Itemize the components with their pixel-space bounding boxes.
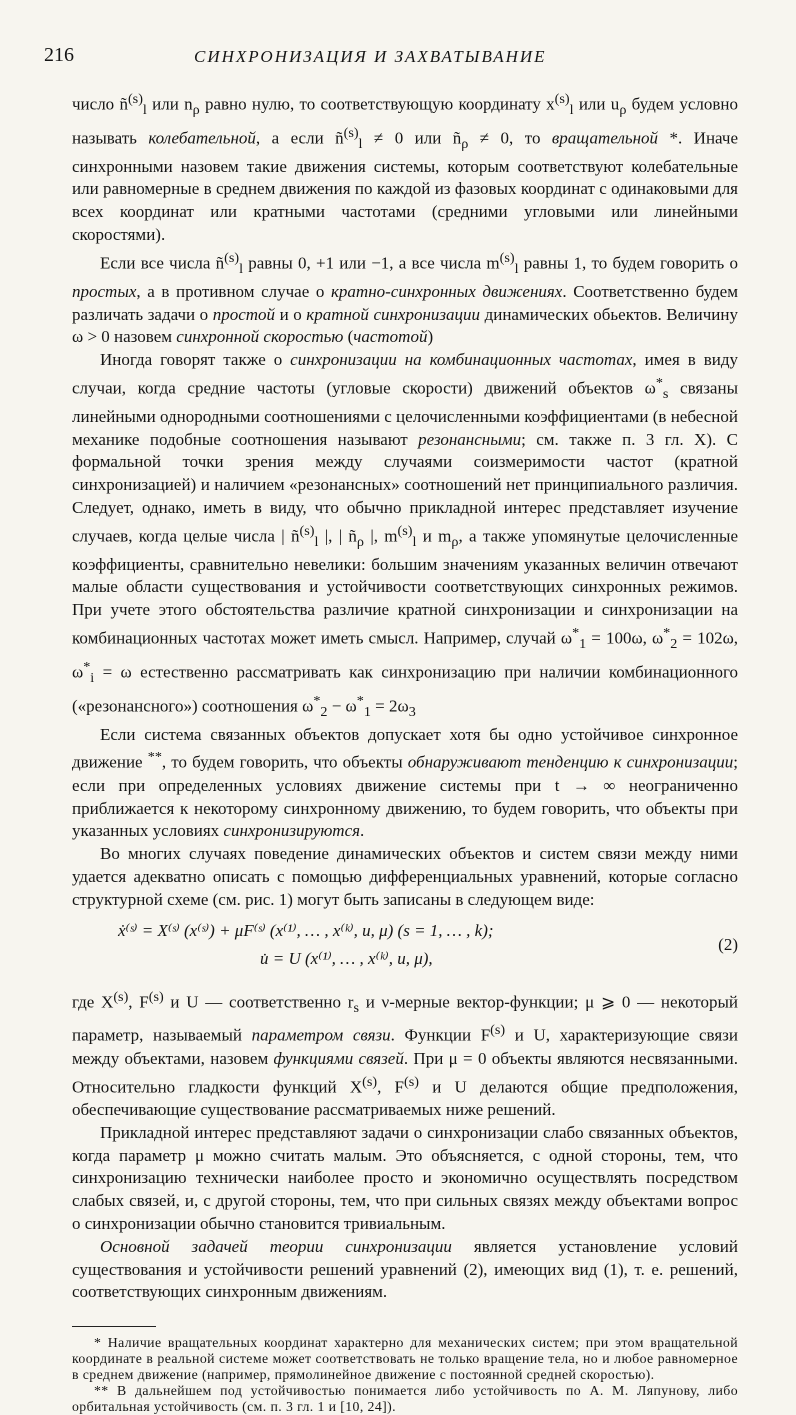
page-header bbox=[44, 44, 744, 70]
paragraph: число $ñ^{(s)}_l$ или $n_\rho$ равно нулю, то соответствующую координату $x^{(s)}_l$ или $u_\rho$ будем условно называть колебательной, а если $ñ^{(s)}_l \ne 0$ или $ñ_\rho \ne 0$, то вращательной *. Иначе синхронными назовем такие движения системы, которым соответствуют колебательные или равномерные в среднем движения по каждой из фазовых координат с одинаковыми для всех координат или кратными частотами (средними угловыми или линейными скоростями). bbox=[72, 91, 739, 245]
paragraph: где $X^{(s)}$, $F^{(s)}$ и U — соответственно $r_s$ и ν-мерные вектор-функции; μ ⩾ 0 — некоторый параметр, называемый параметром связи. Функции $F^{(s)}$ и U, характеризующие связи между объектами, назовем функциями связей. При μ = 0 объекты являются несвязанными. Относительно гладкости функций $X^{(s)}$, $F^{(s)}$ и U делаются общие предположения, обеспечивающие существование рассматриваемых ниже решений. bbox=[72, 988, 738, 1120]
footnote-ref: ** bbox=[147, 749, 162, 766]
paragraph: Прикладной интерес представляют задачи о синхронизации слабо связанных объектов, когда параметр μ можно считать малым. Это объясняется, с одной стороны, тем, что синхронизацию технически наиболее просто и экономично осуществлять посредством слабых связей, и, с другой стороны, тем, что при сильных связях между объектами вопрос о синхронизации обычно становится тривиальным. bbox=[72, 1122, 738, 1234]
term-oscillatory: колебательной bbox=[148, 128, 256, 148]
paragraph: Основной задачей теории синхронизации является установление условий существования и устойчивости решений уравнений (2), имеющих вид (1), т. е. решений, соответствующих синхронным движениям. bbox=[72, 1236, 739, 1302]
paragraph: Во многих случаях поведение динамических объектов и систем связи между ними удается адекватно описать с помощью дифференциальных уравнений, которые согласно структурной схеме (см. рис. 1) могут быть записаны в следующем виде: bbox=[72, 844, 738, 909]
footnote-2: ** В дальнейшем под устойчивостью понимается либо устойчивость по А. М. Ляпунову, либо орбитальная устойчивость (см. п. 3 гл. 1 и [10, 24]). bbox=[72, 1383, 738, 1415]
equation-2 bbox=[72, 918, 738, 978]
footnote-1: * Наличие вращательных координат характерно для механических систем; при этом вращательной координате в реальной системе может соответствовать не только вращение тела, но и любое равномерное в среднем движение (например, прямолинейное движение с постоянной средней скоростью). bbox=[72, 1335, 738, 1383]
equation-line: ẋ⁽ˢ⁾ = X⁽ˢ⁾ (x⁽ˢ⁾) + μF⁽ˢ⁾ (x⁽¹⁾, … , x⁽ᵏ⁾, u, μ) (s = 1, … , k); bbox=[118, 920, 494, 940]
term-rotational: вращательной bbox=[551, 128, 659, 148]
page-body bbox=[72, 88, 738, 1415]
paragraph: Если система связанных объектов допускает хотя бы одно устойчивое синхронное движение **, то будем говорить, что объекты обнаруживают тенденцию к синхронизации; если при определенных условиях движение системы при t → ∞ неограниченно приближается к некоторому синхронному движению, то будем говорить, что объекты при указанных условиях синхронизируются. bbox=[72, 724, 738, 841]
running-title: СИНХРОНИЗАЦИЯ И ЗАХВАТЫВАНИЕ bbox=[194, 47, 547, 66]
footnote-divider bbox=[72, 1326, 156, 1327]
paragraph: Иногда говорят также о синхронизации на комбинационных частотах, имея в виду случаи, когда средние частоты (угловые скорости) движений объектов $\omega^*_s$ связаны линейными однородными соотношениями с целочисленными коэффициентами (в небесной механике подобные соотношения называют резонансными; см. также п. 3 гл. X). С формальной точки зрения между случаями соизмеримости частот (кратной синхронизацией) и наличием «резонансных» соотношений нет принципиального различия. Следует, однако, иметь в виду, что обычно прикладной интерес представляет изучение случаев, когда целые числа | $ñ^{(s)}_l$ |, | $ñ_\rho$ |, $m^{(s)}_l$ и $m_\rho$, а также упомянутые целочисленные коэффициенты, сравнительно невелики: большим значениям указанных величин отвечают малые области существования и устойчивости соответствующих синхронных режимов. При учете этого обстоятельства различие кратной синхронизации и синхронизации на комбинационных частотах может иметь смысл. Например, случай $\omega^*_1 = 100\omega$, $\omega^*_2 = 102\omega$, $\omega^*_i = \omega$ естественно рассматривать как синхронизацию при наличии комбинационного («резонансного») соотношения $\omega^*_2 - \omega^*_1 = 2\omega_3$ bbox=[72, 350, 739, 720]
footnote-ref: * bbox=[658, 128, 678, 148]
equation-number: (2) bbox=[718, 934, 738, 954]
page-number: 216 bbox=[44, 44, 74, 66]
equation-line: u̇ = U (x⁽¹⁾, … , x⁽ᵏ⁾, u, μ), bbox=[260, 948, 433, 968]
paragraph: Если все числа $ñ^{(s)}_l$ равны 0, +1 или −1, а все числа $m^{(s)}_l$ равны 1, то будем говорить о простых, а в противном случае о кратно-синхронных движениях. Соответственно будем различать задачи о простой и о кратной синхронизации динамических обьектов. Величину ω > 0 назовем синхронной скоростью (частотой) bbox=[72, 249, 738, 347]
footnotes bbox=[72, 1335, 738, 1415]
